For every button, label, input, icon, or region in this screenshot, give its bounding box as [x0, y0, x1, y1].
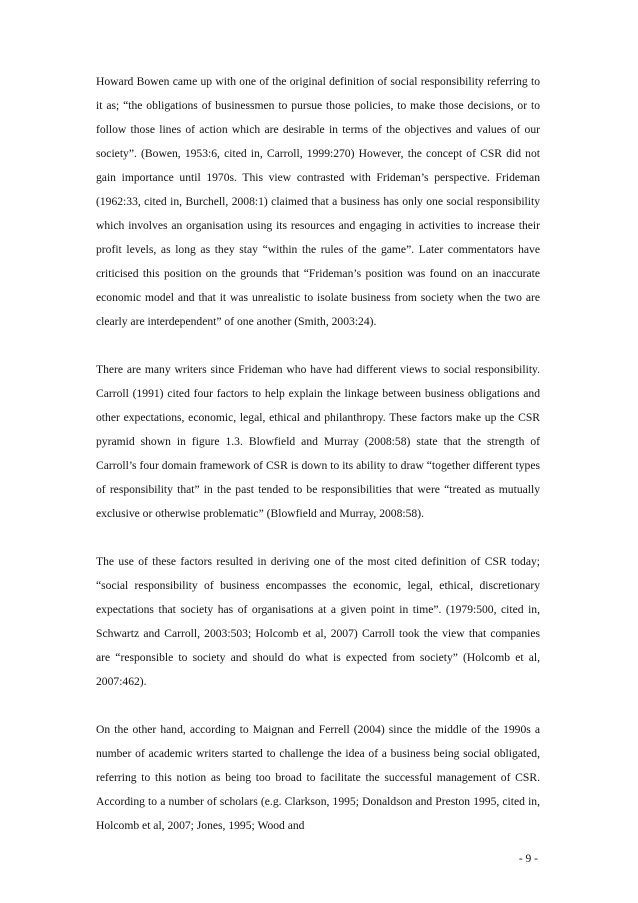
paragraph-cited-definition: The use of these factors resulted in deriving one of the most cited definition of CSR today; “social responsibility of business encompasses the economic, legal, ethical, discretionary expectations that society has of organisations at a given point in time”. (1979:500, cited in, Schwartz and Carroll, 2003:503; Holcomb et al, 2007) Carroll took the view that companies are “responsible to society and should do what is expected from society” (Holcomb et al, 2007:462). — [96, 555, 540, 688]
paragraph-bowen-definition: Howard Bowen came up with one of the original definition of social responsibility referring to it as; “the obligations of businessmen to pursue those policies, to make those decisions, or to follow those lines of action which are desirable in terms of the objectives and values of our society”. (Bowen, 1953:6, cited in, Carroll, 1999:270) However, the concept of CSR did not gain importance until 1970s. This view contrasted with Frideman’s perspective. Frideman (1962:33, cited in, Burchell, 2008:1) claimed that a business has only one social responsibility which involves an organisation using its resources and engaging in activities to increase their profit levels, as long as they stay “within the rules of the game”. Later commentators have criticised this position on the grounds that “Frideman’s position was found on an inaccurate economic model and that it was unrealistic to isolate business from society when the two are clearly are interdependent” of one another (Smith, 2003:24). — [96, 75, 540, 328]
paragraph-carroll-pyramid: There are many writers since Frideman who have had different views to social responsibility. Carroll (1991) cited four factors to help explain the linkage between business obligations and other expectations, economic, legal, ethical and philanthropy. These factors make up the CSR pyramid shown in figure 1.3. Blowfield and Murray (2008:58) state that the strength of Carroll’s four domain framework of CSR is down to its ability to draw “together different types of responsibility that” in the past tended to be responsibilities that were “treated as mutually exclusive or otherwise problematic” (Blowfield and Murray, 2008:58). — [96, 363, 540, 520]
page-number: - 9 - — [518, 853, 538, 865]
paragraph-maignan-ferrell: On the other hand, according to Maignan and Ferrell (2004) since the middle of the 1990s a number of academic writers started to challenge the idea of a business being social obligated, referring to this notion as being too broad to facilitate the successful management of CSR. According to a number of scholars (e.g. Clarkson, 1995; Donaldson and Preston 1995, cited in, Holcomb et al, 2007; Jones, 1995; Wood and — [96, 723, 540, 832]
body-text — [96, 70, 540, 862]
